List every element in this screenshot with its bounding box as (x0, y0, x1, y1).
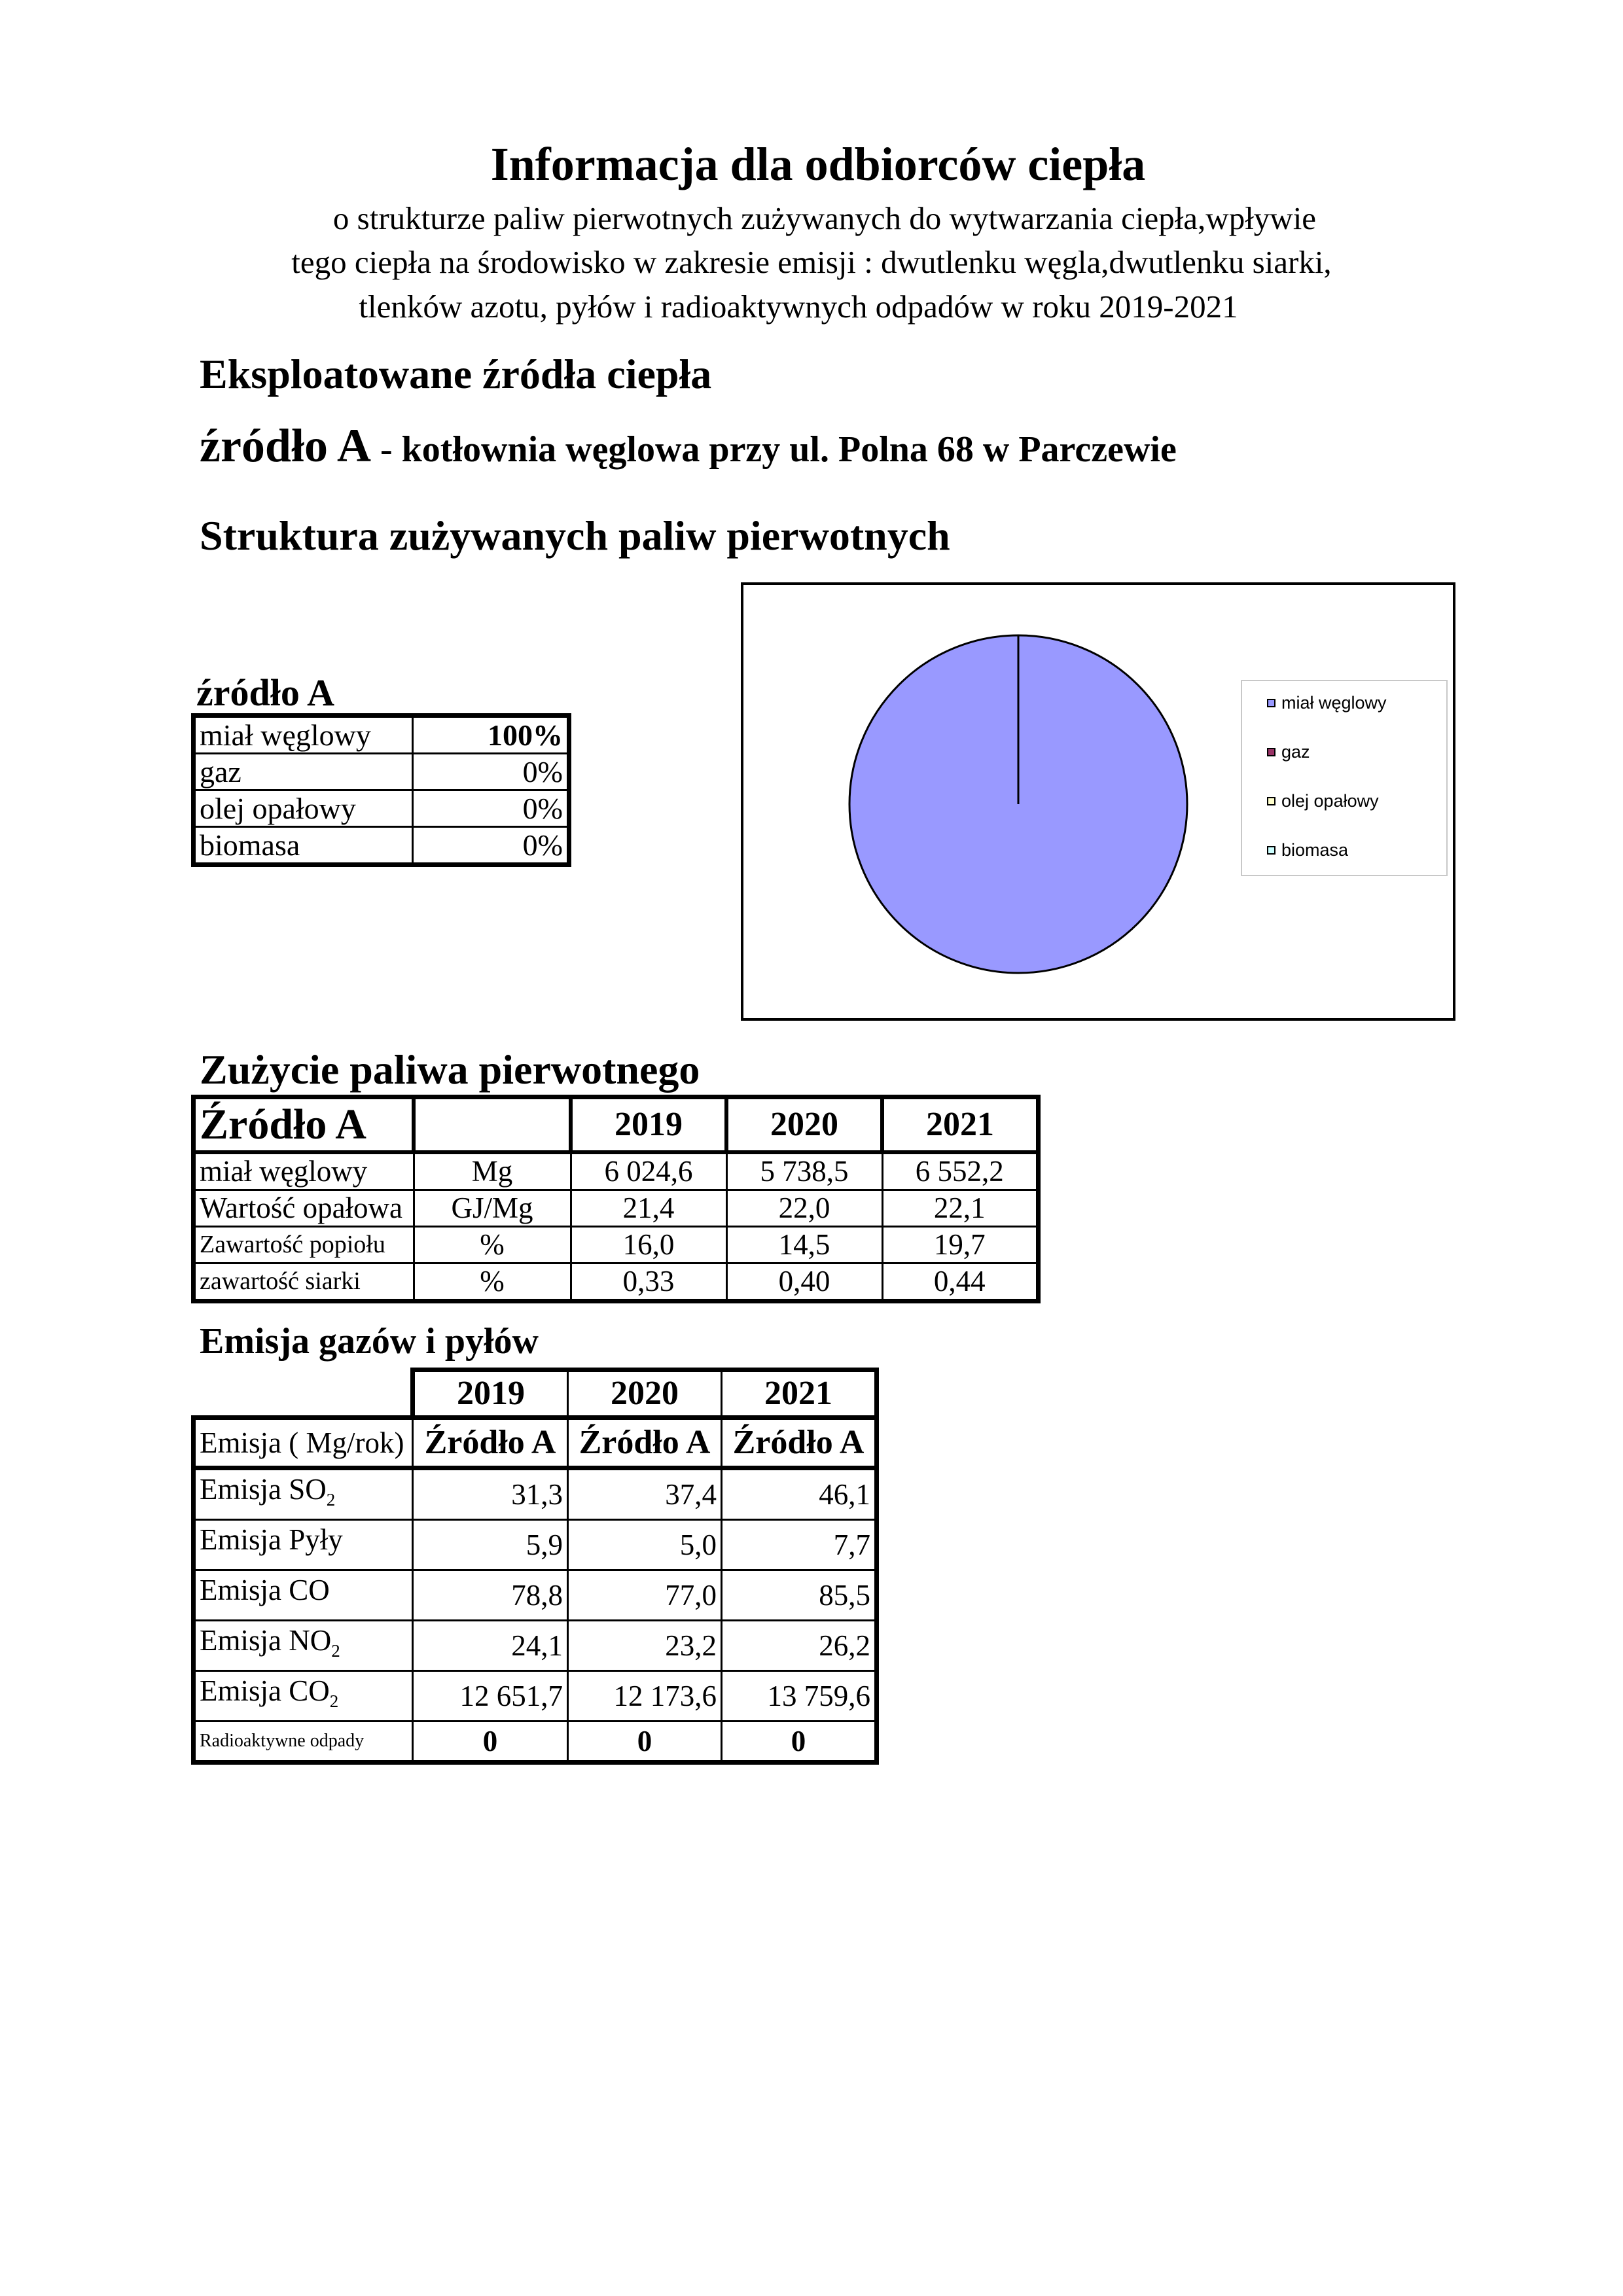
unit-label: Emisja ( Mg/rok) (194, 1418, 413, 1468)
unit-header (414, 1097, 571, 1153)
emission-value: 78,8 (413, 1570, 568, 1621)
parameter-value: 22,0 (726, 1190, 882, 1227)
legend-swatch (1267, 797, 1275, 805)
parameter-value: 21,4 (571, 1190, 726, 1227)
fuel-name: biomasa (194, 827, 413, 865)
emission-value: 7,7 (722, 1520, 877, 1570)
emission-value: 23,2 (568, 1621, 722, 1671)
intro-line-2: tego ciepła na środowisko w zakresie emisji : dwutlenku węgla,dwutlenku siarki, (291, 244, 1332, 280)
emission-value: 31,3 (413, 1468, 568, 1520)
emission-name-text: Emisja SO (200, 1473, 327, 1506)
table-row (194, 790, 569, 827)
parameter-value: 6 552,2 (882, 1152, 1039, 1190)
structure-heading: Struktura zużywanych paliw pierwotnych (200, 512, 950, 559)
emission-value: 37,4 (568, 1468, 722, 1520)
legend-swatch (1267, 748, 1275, 756)
legend-label: biomasa (1281, 840, 1349, 860)
table-row (194, 827, 569, 865)
consumption-heading: Zużycie paliwa pierwotnego (200, 1046, 700, 1093)
parameter-name: miał węglowy (194, 1152, 414, 1190)
source-header: Źródło A (413, 1418, 568, 1468)
empty-corner (194, 1370, 413, 1418)
radioactive-waste-label: Radioaktywne odpady (194, 1722, 413, 1763)
table-row (194, 1468, 877, 1520)
radioactive-waste-value: 0 (722, 1722, 877, 1763)
table-row (194, 716, 569, 754)
table-row (194, 1520, 877, 1570)
page-title: Informacja dla odbiorców ciepła (490, 138, 1146, 190)
legend-label: miał węglowy (1281, 693, 1387, 713)
fuel-structure-table (191, 713, 571, 867)
emission-value: 12 651,7 (413, 1671, 568, 1722)
emission-value: 85,5 (722, 1570, 877, 1621)
year-header: 2021 (722, 1370, 877, 1418)
fuel-share: 0% (413, 827, 569, 865)
emission-value: 13 759,6 (722, 1671, 877, 1722)
chart-legend (1241, 680, 1448, 876)
year-header: 2019 (571, 1097, 726, 1153)
emission-value: 24,1 (413, 1621, 568, 1671)
parameter-unit: % (414, 1263, 571, 1301)
table-row (194, 1190, 1039, 1227)
legend-item (1281, 693, 1387, 713)
parameter-value: 0,44 (882, 1263, 1039, 1301)
parameter-name: Wartość opałowa (194, 1190, 414, 1227)
radioactive-waste-value: 0 (413, 1722, 568, 1763)
source-description: - kotłownia węglowa przy ul. Polna 68 w Parczewie (370, 429, 1177, 470)
emission-value: 5,9 (413, 1520, 568, 1570)
table-row (194, 1671, 877, 1722)
fuel-pie-chart (741, 582, 1455, 1021)
radioactive-waste-value: 0 (568, 1722, 722, 1763)
emission-value: 26,2 (722, 1621, 877, 1671)
emission-value: 5,0 (568, 1520, 722, 1570)
table-row (194, 1621, 877, 1671)
fuel-share: 100% (413, 716, 569, 754)
emission-name (194, 1671, 413, 1722)
emission-name-text: Emisja Pyły (200, 1523, 343, 1556)
parameter-value: 0,40 (726, 1263, 882, 1301)
table-row (194, 1152, 1039, 1190)
emission-subscript: 2 (326, 1490, 336, 1510)
table-row (194, 1722, 877, 1763)
emission-name-text: Emisja NO (200, 1624, 332, 1657)
source-header: Źródło A (194, 1097, 414, 1153)
pie-chart-svg (842, 631, 1195, 984)
fuel-share: 0% (413, 754, 569, 790)
emission-subscript: 2 (331, 1641, 340, 1661)
emission-name-text: Emisja CO (200, 1674, 330, 1707)
source-header: Źródło A (568, 1418, 722, 1468)
emission-name (194, 1570, 413, 1621)
emission-name (194, 1520, 413, 1570)
emission-heading: Emisja gazów i pyłów (200, 1321, 539, 1362)
table-header-row (194, 1097, 1039, 1153)
emission-value: 46,1 (722, 1468, 877, 1520)
legend-item (1281, 840, 1348, 860)
emission-name (194, 1621, 413, 1671)
legend-item (1281, 791, 1379, 811)
emission-table (191, 1368, 879, 1765)
table-row (194, 754, 569, 790)
legend-item (1281, 742, 1310, 762)
fuel-table-label: źródło A (196, 671, 335, 714)
fuel-share: 0% (413, 790, 569, 827)
fuel-name: gaz (194, 754, 413, 790)
parameter-value: 16,0 (571, 1227, 726, 1263)
year-header: 2020 (726, 1097, 882, 1153)
emission-subscript: 2 (329, 1691, 339, 1711)
table-header-row (194, 1418, 877, 1468)
year-header: 2019 (413, 1370, 568, 1418)
fuel-consumption-table (191, 1095, 1041, 1303)
parameter-name: Zawartość popiołu (194, 1227, 414, 1263)
legend-label: olej opałowy (1281, 791, 1379, 811)
source-line (200, 419, 1177, 473)
parameter-value: 14,5 (726, 1227, 882, 1263)
legend-swatch (1267, 846, 1275, 855)
parameter-name: zawartość siarki (194, 1263, 414, 1301)
parameter-unit: % (414, 1227, 571, 1263)
parameter-value: 0,33 (571, 1263, 726, 1301)
parameter-value: 22,1 (882, 1190, 1039, 1227)
fuel-name: miał węglowy (194, 716, 413, 754)
emission-value: 77,0 (568, 1570, 722, 1621)
parameter-unit: Mg (414, 1152, 571, 1190)
year-header: 2020 (568, 1370, 722, 1418)
parameter-value: 19,7 (882, 1227, 1039, 1263)
table-header-row (194, 1370, 877, 1418)
intro-line-1: o strukturze paliw pierwotnych zużywanych do wytwarzania ciepła,wpływie (332, 200, 1317, 236)
emission-name (194, 1468, 413, 1520)
source-header: Źródło A (722, 1418, 877, 1468)
emission-value: 12 173,6 (568, 1671, 722, 1722)
table-row (194, 1570, 877, 1621)
parameter-unit: GJ/Mg (414, 1190, 571, 1227)
parameter-value: 6 024,6 (571, 1152, 726, 1190)
legend-label: gaz (1281, 742, 1310, 762)
intro-line-3: tlenków azotu, pyłów i radioaktywnych odpadów w roku 2019-2021 (359, 289, 1238, 325)
table-row (194, 1263, 1039, 1301)
legend-swatch (1267, 699, 1275, 707)
fuel-name: olej opałowy (194, 790, 413, 827)
table-row (194, 1227, 1039, 1263)
source-name: źródło A (200, 419, 371, 472)
sources-heading: Eksploatowane źródła ciepła (200, 351, 712, 397)
emission-name-text: Emisja CO (200, 1574, 330, 1606)
year-header: 2021 (882, 1097, 1039, 1153)
parameter-value: 5 738,5 (726, 1152, 882, 1190)
